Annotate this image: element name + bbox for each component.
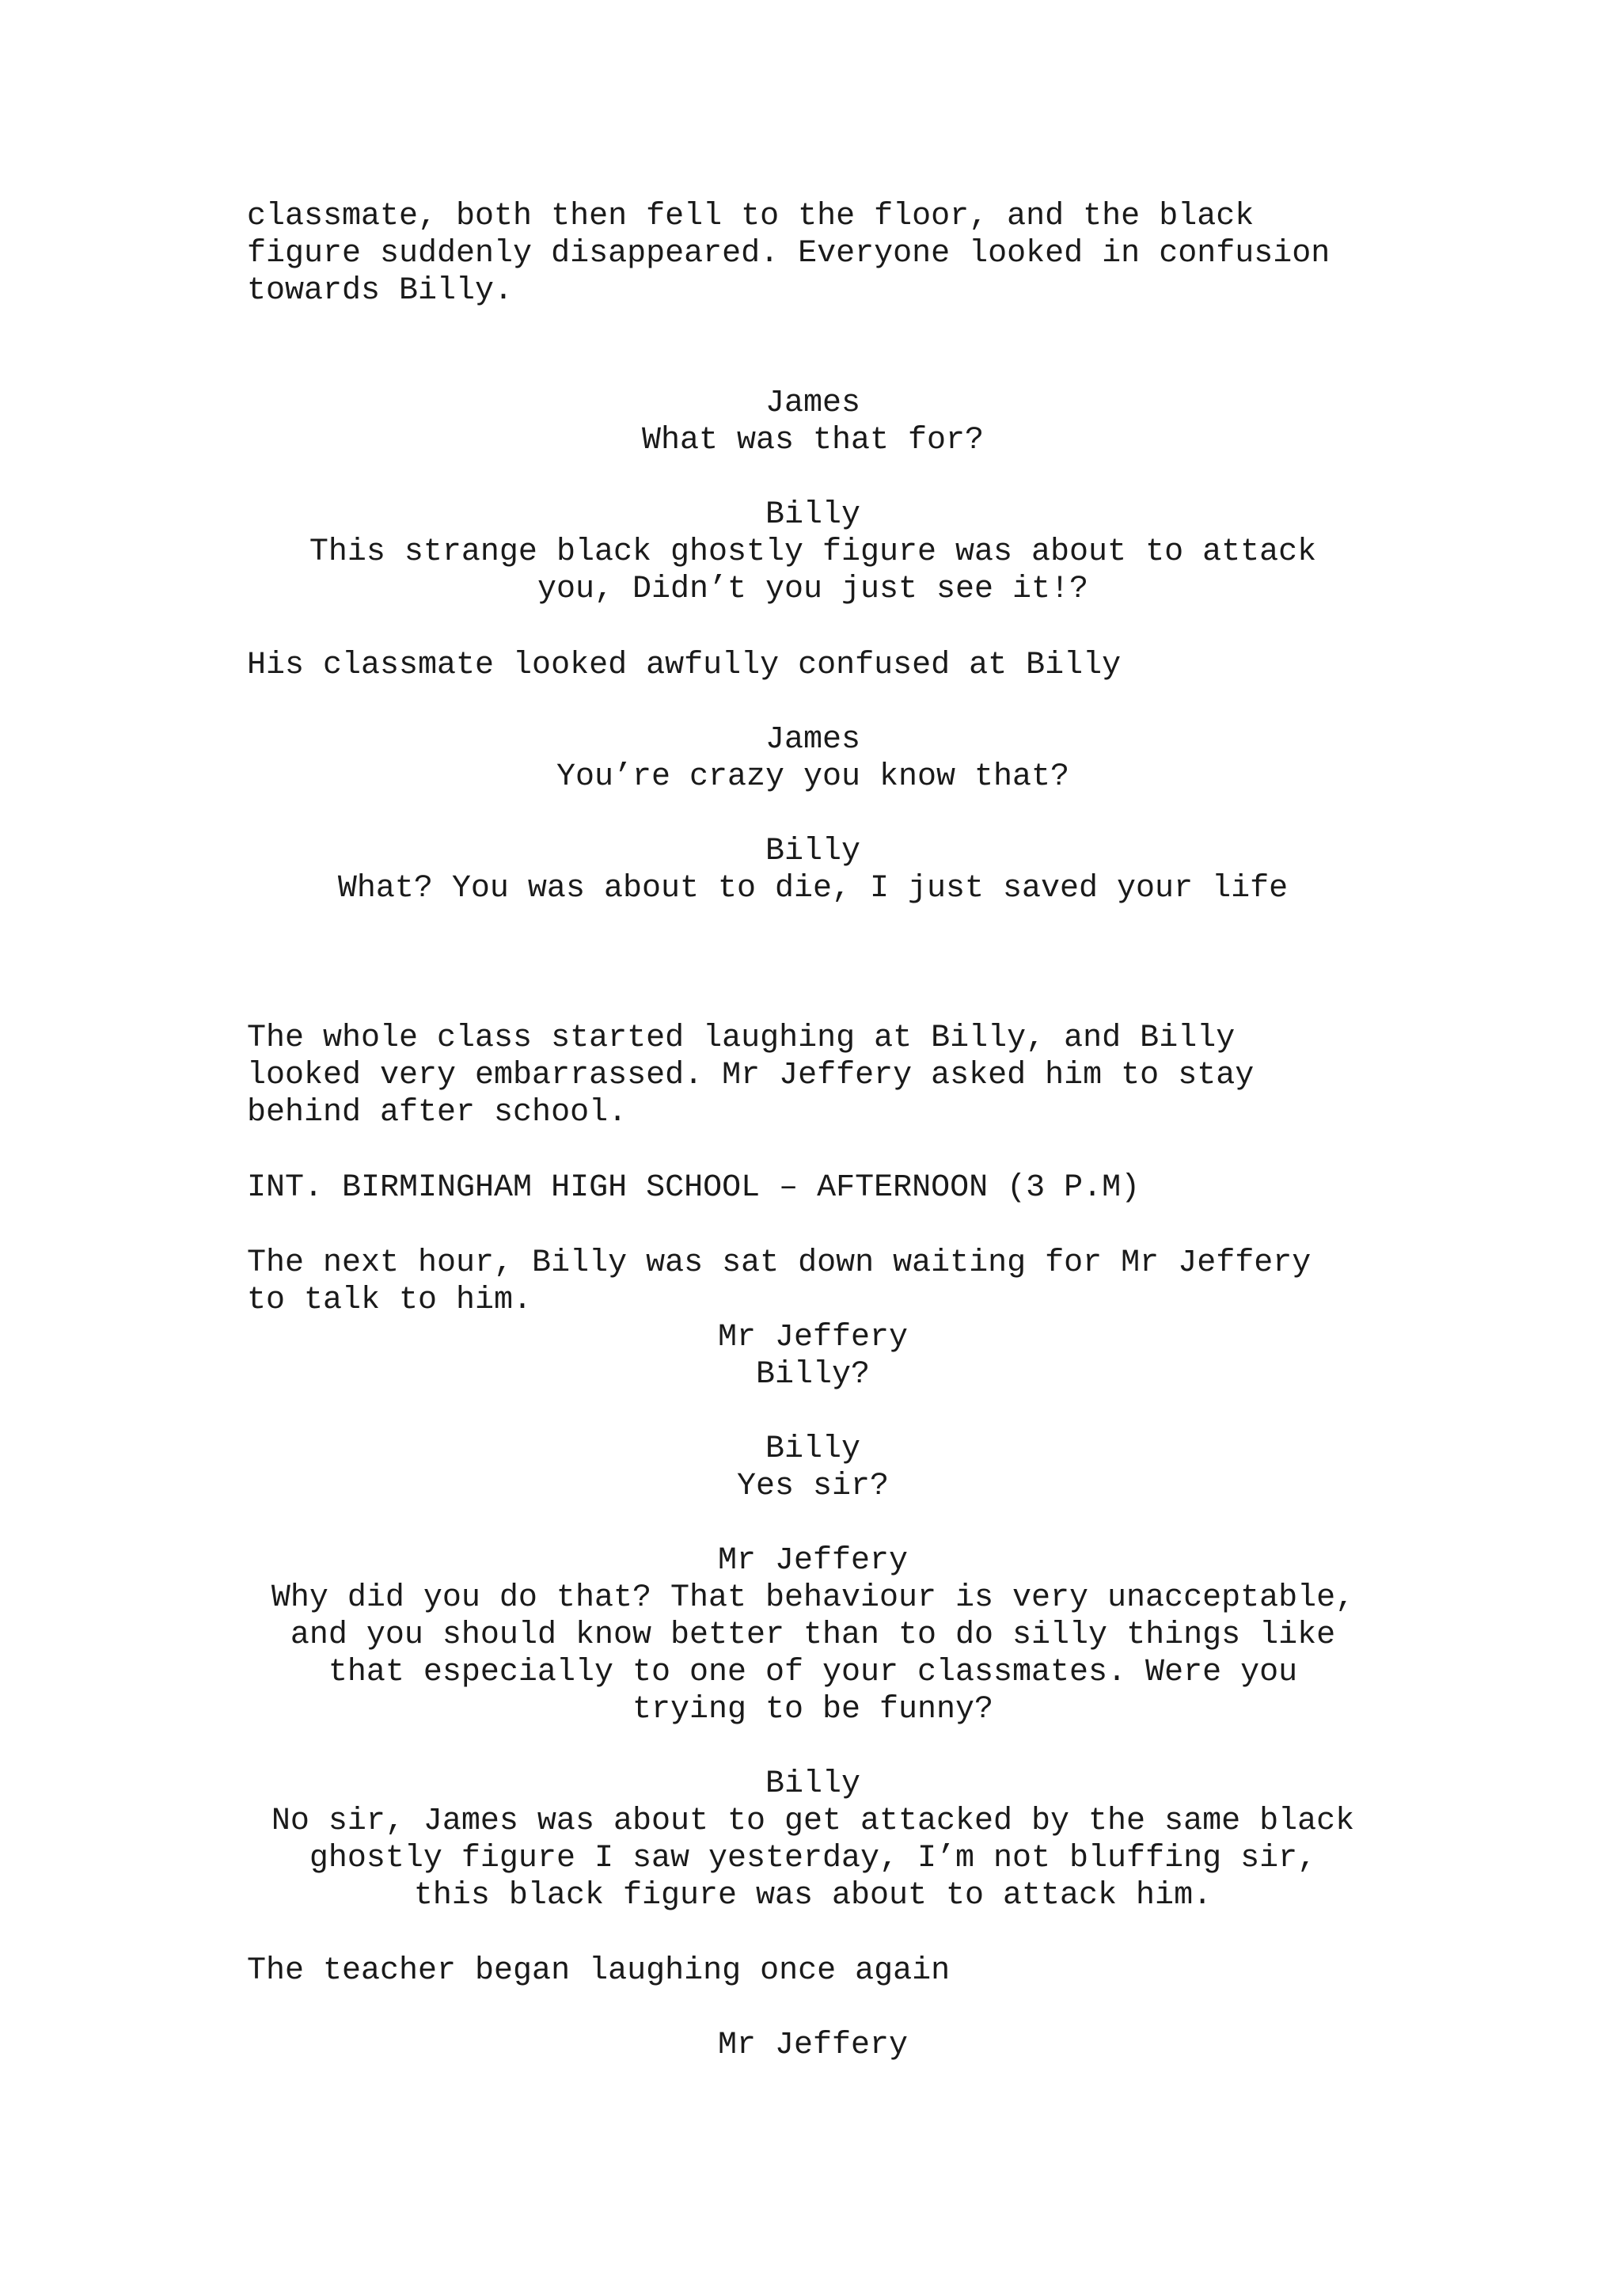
dialogue-line: trying to be funny? <box>632 1692 994 1728</box>
dialogue-line: and you should know better than to do silly things like <box>290 1617 1336 1653</box>
character-name: Billy <box>765 834 861 869</box>
dialogue-line: ghostly figure I saw yesterday, I’m not bluffing sir, <box>309 1841 1317 1876</box>
action-line: behind after school. <box>247 1095 628 1131</box>
action-line: The teacher began laughing once again <box>247 1953 951 1989</box>
character-name: Mr Jeffery <box>717 1320 909 1355</box>
action-line: classmate, both then fell to the floor, and the black <box>247 199 1255 234</box>
action-line: towards Billy. <box>247 273 514 309</box>
action-line: to talk to him. <box>247 1283 533 1318</box>
character-name: Billy <box>765 497 861 533</box>
character-name: Mr Jeffery <box>717 1543 909 1579</box>
character-name: James <box>765 722 861 758</box>
dialogue-line: this black figure was about to attack him. <box>413 1878 1213 1914</box>
dialogue-line: Billy? <box>755 1357 871 1393</box>
dialogue-line: This strange black ghostly figure was about to attack <box>309 534 1317 570</box>
action-line: His classmate looked awfully confused at Billy <box>247 648 1122 683</box>
action-line: looked very embarrassed. Mr Jeffery asked him to stay <box>247 1058 1255 1093</box>
scene-heading: INT. BIRMINGHAM HIGH SCHOOL – AFTERNOON (3 P.M) <box>247 1170 1141 1206</box>
character-name: Billy <box>765 1766 861 1802</box>
dialogue-line: that especially to one of your classmates. Were you <box>328 1655 1298 1690</box>
dialogue-line: No sir, James was about to get attacked by the same black <box>271 1804 1355 1839</box>
dialogue-line: you, Didn’t you just see it!? <box>537 572 1089 607</box>
character-name: Mr Jeffery <box>717 2028 909 2063</box>
character-name: Billy <box>765 1431 861 1467</box>
dialogue-line: Yes sir? <box>736 1469 890 1504</box>
character-name: James <box>765 386 861 421</box>
dialogue-line: Why did you do that? That behaviour is very unacceptable, <box>271 1580 1355 1616</box>
dialogue-line: What? You was about to die, I just saved your life <box>337 871 1289 907</box>
dialogue-line: You’re crazy you know that? <box>556 759 1070 795</box>
dialogue-line: What was that for? <box>641 423 985 458</box>
action-line: The whole class started laughing at Billy, and Billy <box>247 1021 1236 1056</box>
action-line: figure suddenly disappeared. Everyone looked in confusion <box>247 236 1331 272</box>
action-line: The next hour, Billy was sat down waiting for Mr Jeffery <box>247 1245 1312 1281</box>
